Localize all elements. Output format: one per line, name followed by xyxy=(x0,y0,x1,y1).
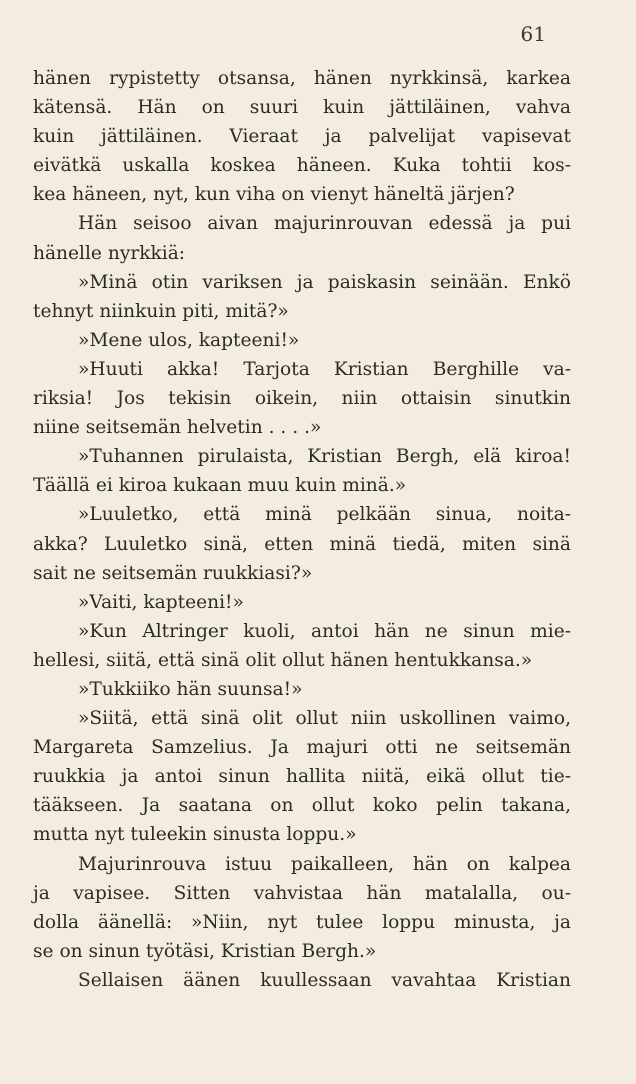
text-line: hänelle nyrkkiä: xyxy=(33,242,186,264)
text-line: »Mene ulos, kapteeni!» xyxy=(78,329,300,351)
text-line: »Huuti akka! Tarjota Kristian Berghille va- xyxy=(78,358,571,380)
text-line: »Tukkiiko hän suunsa!» xyxy=(78,678,303,700)
text-line: mutta nyt tuleekin sinusta loppu.» xyxy=(33,824,357,846)
text-line: »Kun Altringer kuoli, antoi hän ne sinun mie- xyxy=(78,620,571,642)
text-line: ja vapisee. Sitten vahvistaa hän matalalla, ou- xyxy=(33,882,571,904)
text-line: tehnyt niinkuin piti, mitä?» xyxy=(33,300,289,322)
page-number: 61 xyxy=(520,22,546,46)
text-line: »Luuletko, että minä pelkään sinua, noita- xyxy=(78,504,571,526)
text-line: se on sinun työtäsi, Kristian Bergh.» xyxy=(33,940,377,962)
text-line: dolla äänellä: »Niin, nyt tulee loppu minusta, ja xyxy=(33,911,571,933)
text-line: »Tuhannen pirulaista, Kristian Bergh, elä kiroa! xyxy=(78,446,571,468)
text-line: kea häneen, nyt, kun viha on vienyt häneltä järjen? xyxy=(33,184,515,206)
text-line: eivätkä uskalla koskea häneen. Kuka tohtii kos- xyxy=(33,155,571,177)
text-line: akka? Luuletko sinä, etten minä tiedä, miten sinä xyxy=(33,533,571,555)
text-line: »Vaiti, kapteeni!» xyxy=(78,591,244,613)
text-line: Sellaisen äänen kuullessaan vavahtaa Kristian xyxy=(78,969,571,991)
text-line: niine seitsemän helvetin . . . .» xyxy=(33,417,322,439)
text-line: sait ne seitsemän ruukkiasi?» xyxy=(33,562,313,584)
text-line: »Siitä, että sinä olit ollut niin uskollinen vaimo, xyxy=(78,708,571,730)
text-line: kätensä. Hän on suuri kuin jättiläinen, vahva xyxy=(33,97,571,119)
text-line: ruukkia ja antoi sinun hallita niitä, eikä ollut tie- xyxy=(33,766,571,788)
text-line: hellesi, siitä, että sinä olit ollut hänen hentukkansa.» xyxy=(33,649,533,671)
text-line: »Minä otin variksen ja paiskasin seinään. Enkö xyxy=(78,271,571,293)
text-line: tääkseen. Ja saatana on ollut koko pelin takana, xyxy=(33,795,571,817)
text-line: Majurinrouva istuu paikalleen, hän on kalpea xyxy=(78,853,571,875)
text-line: kuin jättiläinen. Vieraat ja palvelijat vapisevat xyxy=(33,126,571,148)
text-line: Margareta Samzelius. Ja majuri otti ne seitsemän xyxy=(33,737,571,759)
text-line: riksia! Jos tekisin oikein, niin ottaisin sinutkin xyxy=(33,388,571,410)
body-text xyxy=(33,64,571,995)
text-line: Täällä ei kiroa kukaan muu kuin minä.» xyxy=(33,475,407,497)
text-line: hänen rypistetty otsansa, hänen nyrkkinsä, karkea xyxy=(33,68,571,89)
text-line: Hän seisoo aivan majurinrouvan edessä ja pui xyxy=(78,213,571,235)
